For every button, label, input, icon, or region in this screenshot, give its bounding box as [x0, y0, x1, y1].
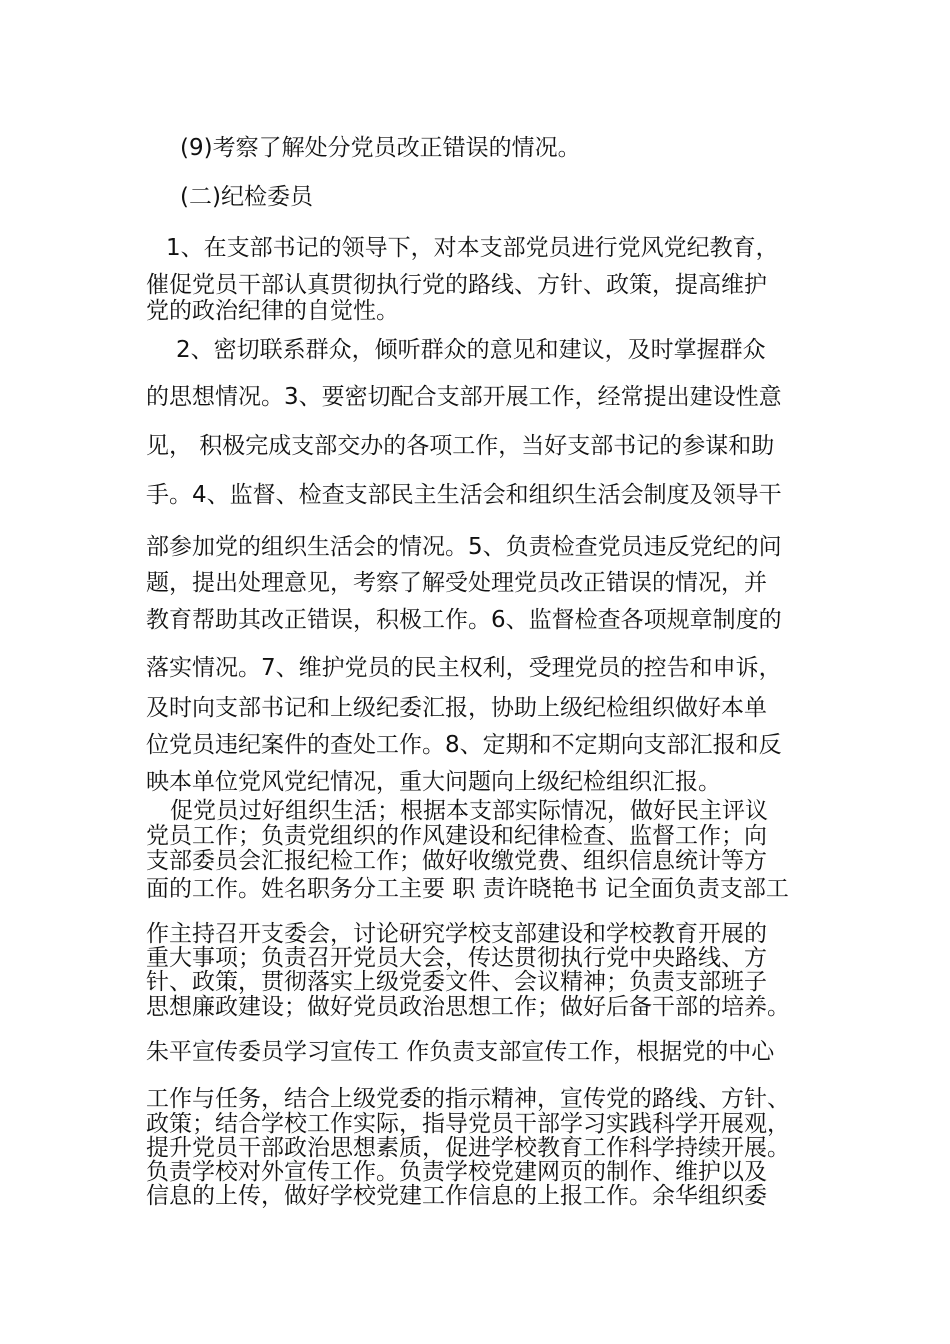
- text-line: 重大事项；负责召开党员大会，传达贯彻执行党中央路线、方: [146, 945, 767, 971]
- text-line: 教育帮助其改正错误，积极工作。6、监督检查各项规章制度的: [146, 607, 782, 633]
- text-line: 党的政治纪律的自觉性。: [146, 298, 399, 324]
- text-line: 题，提出处理意见，考察了解受处理党员改正错误的情况，并: [146, 570, 767, 596]
- text-line: 落实情况。7、维护党员的民主权利，受理党员的控告和申诉，: [146, 655, 782, 681]
- section-heading: (二)纪检委员: [180, 184, 313, 210]
- text-line: 作主持召开支委会，讨论研究学校支部建设和学校教育开展的: [146, 921, 767, 947]
- text-line: 提升党员干部政治思想素质，促进学校教育工作科学持续开展。: [146, 1135, 790, 1161]
- text-line: 的思想情况。3、要密切配合支部开展工作，经常提出建设性意: [146, 384, 782, 410]
- text-line: 催促党员干部认真贯彻执行党的路线、方针、政策，提高维护: [146, 272, 767, 298]
- text-line: 信息的上传，做好学校党建工作信息的上报工作。余华组织委: [146, 1183, 767, 1209]
- text-line: 工作与任务，结合上级党委的指示精神，宣传党的路线、方针、: [146, 1086, 790, 1112]
- text-line: 手。4、监督、检查支部民主生活会和组织生活会制度及领导干: [146, 482, 782, 508]
- text-line: 面的工作。姓名职务分工主要 职 责许晓艳书 记全面负责支部工: [146, 876, 789, 902]
- text-line: 映本单位党风党纪情况，重大问题向上级纪检组织汇报。: [146, 769, 721, 795]
- text-line: 2、密切联系群众，倾听群众的意见和建议，及时掌握群众: [176, 337, 766, 363]
- text-line: 负责学校对外宣传工作。负责学校党建网页的制作、维护以及: [146, 1159, 767, 1185]
- text-line: 1、在支部书记的领导下，对本支部党员进行党风党纪教育，: [166, 235, 779, 261]
- text-line: 支部委员会汇报纪检工作；做好收缴党费、组织信息统计等方: [146, 848, 767, 874]
- text-line: 及时向支部书记和上级纪委汇报，协助上级纪检组织做好本单: [146, 695, 767, 721]
- text-line: 党员工作；负责党组织的作风建设和纪律检查、监督工作；向: [146, 823, 767, 849]
- text-line: 位党员违纪案件的查处工作。8、定期和不定期向支部汇报和反: [146, 732, 782, 758]
- text-line: 针、政策，贯彻落实上级党委文件、会议精神；负责支部班子: [146, 969, 767, 995]
- text-line: 促党员过好组织生活；根据本支部实际情况，做好民主评议: [170, 798, 768, 824]
- text-line: 见， 积极完成支部交办的各项工作，当好支部书记的参谋和助: [146, 433, 775, 459]
- text-line: 朱平宣传委员学习宣传工 作负责支部宣传工作，根据党的中心: [146, 1039, 775, 1065]
- text-line: (9)考察了解处分党员改正错误的情况。: [180, 135, 581, 161]
- text-line: 思想廉政建设；做好党员政治思想工作；做好后备干部的培养。: [146, 994, 790, 1020]
- text-line: 部参加党的组织生活会的情况。5、负责检查党员违反党纪的问: [146, 534, 782, 560]
- text-line: 政策；结合学校工作实际，指导党员干部学习实践科学开展观，: [146, 1111, 790, 1137]
